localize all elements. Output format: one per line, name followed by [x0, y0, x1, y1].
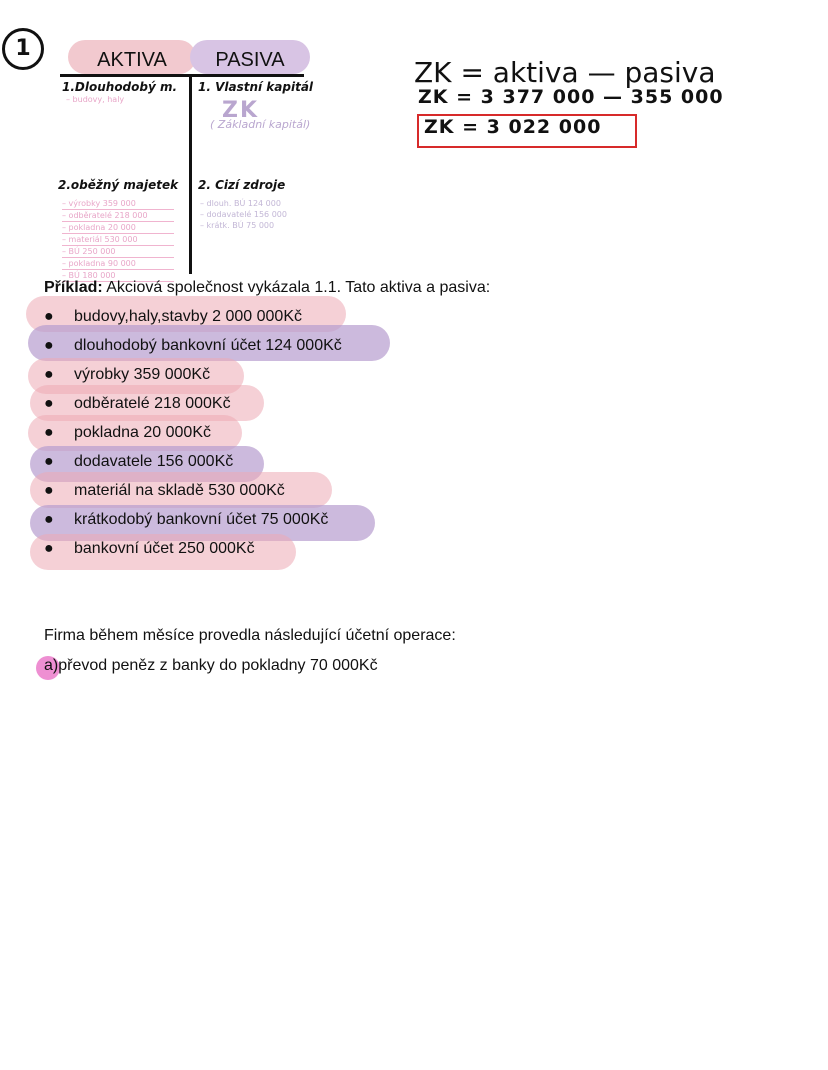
bullet: ● [44, 366, 54, 383]
list-item [44, 476, 285, 505]
aktiva-label-long-term: 1.Dlouhodobý m. [62, 80, 178, 94]
zk-note: ( Základní kapitál) [210, 118, 311, 131]
list-item [44, 389, 231, 418]
list-item-text: bankovní účet 250 000Kč [74, 540, 255, 557]
bullet: ● [44, 337, 54, 354]
list-item [44, 360, 210, 389]
t-account-vertical-line [189, 76, 192, 274]
list-item [44, 505, 328, 534]
list-item-text: dlouhodobý bankovní účet 124 000Kč [74, 337, 342, 354]
aktiva-long-term-items [66, 94, 124, 105]
pasiva-liability-item: – dlouh. BÚ 124 000 [200, 199, 281, 208]
aktiva-header: AKTIVA [68, 40, 196, 74]
bullet: ● [44, 424, 54, 441]
example-label: Příklad: [44, 279, 103, 296]
bullet: ● [44, 453, 54, 470]
aktiva-current-item: – odběratelé 218 000 [62, 210, 174, 222]
list-item [44, 534, 255, 563]
aktiva-current-item: – pokladna 20 000 [62, 222, 174, 234]
list-item [44, 418, 211, 447]
example-intro-text: Akciová společnost vykázala 1.1. Tato aktiva a pasiva: [102, 279, 491, 296]
t-account-horizontal-line [60, 74, 304, 77]
zk-mark: ZK [222, 98, 259, 123]
list-item [44, 447, 233, 476]
aktiva-long-term-item: – budovy, haly [66, 95, 125, 104]
list-item-text: budovy,haly,stavby 2 000 000Kč [74, 308, 302, 325]
bullet: ● [44, 511, 54, 528]
exercise-number: 1 [2, 28, 44, 70]
equation-substitution: ZK = 3 377 000 — 355 000 [418, 86, 724, 108]
aktiva-current-item: – BÚ 180 000 [62, 270, 174, 282]
pasiva-label-liabilities: 2. Cizí zdroje [198, 178, 286, 192]
aktiva-current-items [62, 198, 174, 282]
bullet: ● [44, 308, 54, 325]
list-item-text: odběratelé 218 000Kč [74, 395, 231, 412]
aktiva-current-item: – výrobky 359 000 [62, 198, 174, 210]
aktiva-label-current: 2.oběžný majetek [58, 178, 179, 192]
list-item [44, 302, 302, 331]
aktiva-current-item: – pokladna 90 000 [62, 258, 174, 270]
equation-definition: ZK = aktiva — pasiva [414, 56, 716, 89]
pasiva-liability-item: – krátk. BÚ 75 000 [200, 221, 275, 230]
list-item-text: dodavatele 156 000Kč [74, 453, 234, 470]
operation-item-a: a)převod peněz z banky do pokladny 70 000Kč [44, 657, 378, 674]
pasiva-liability-items [200, 198, 287, 231]
equation-result: ZK = 3 022 000 [424, 116, 602, 138]
example-intro [44, 279, 490, 297]
list-item-text: pokladna 20 000Kč [74, 424, 211, 441]
list-item-text: výrobky 359 000Kč [74, 366, 211, 383]
bullet: ● [44, 482, 54, 499]
bullet: ● [44, 540, 54, 557]
aktiva-current-item: – materiál 530 000 [62, 234, 174, 246]
pasiva-label-equity: 1. Vlastní kapitál [198, 80, 314, 94]
aktiva-current-item: – BÚ 250 000 [62, 246, 174, 258]
list-item-text: materiál na skladě 530 000Kč [74, 482, 285, 499]
pasiva-header: PASIVA [190, 40, 310, 74]
pasiva-liability-item: – dodavatelé 156 000 [200, 210, 287, 219]
list-item [44, 331, 342, 360]
operations-intro: Firma během měsíce provedla následující účetní operace: [44, 627, 456, 644]
list-item-text: krátkodobý bankovní účet 75 000Kč [74, 511, 329, 528]
bullet: ● [44, 395, 54, 412]
